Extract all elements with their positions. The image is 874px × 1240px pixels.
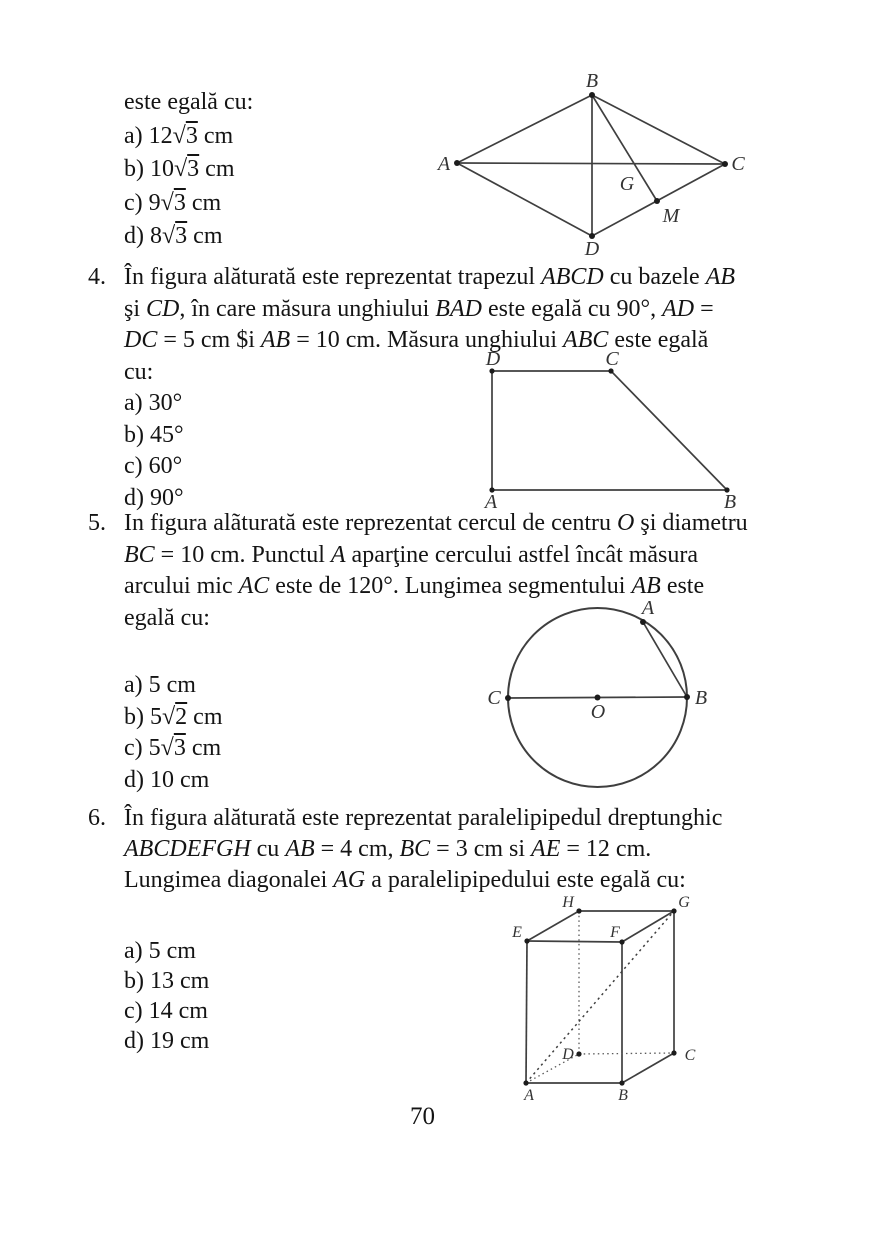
answer-option-d: d) 8√3 cm <box>124 223 223 249</box>
question-number: 6. <box>88 805 106 831</box>
answer-option-c: c) 60° <box>124 453 183 479</box>
question-stem-tail: este egală cu: <box>124 89 254 115</box>
point-label-b: B <box>694 687 708 709</box>
trapezoid-edges <box>492 371 727 490</box>
circle-point-dots <box>505 619 690 701</box>
vertex-label-d: D <box>485 352 501 370</box>
vertex-label-c: C <box>684 1047 696 1064</box>
point-label-o: O <box>590 701 606 723</box>
trapezoid-vertex-dots <box>489 368 729 492</box>
answer-option-c: c) 9√3 cm <box>124 189 222 216</box>
answer-option-d: d) 90° <box>124 484 184 511</box>
vertex-label-g: G <box>619 173 635 195</box>
vertex-label-b: B <box>585 70 599 92</box>
page-number: 70 <box>410 1103 435 1130</box>
answer-option-b: b) 5√2 cm <box>124 703 223 730</box>
question-number: 5. <box>88 510 106 536</box>
vertex-label-b: B <box>618 1087 628 1104</box>
question-number: 4. <box>88 264 106 290</box>
vertex-label-a: A <box>524 1087 534 1104</box>
vertex-label-a: A <box>437 153 451 175</box>
vertex-label-e: E <box>512 924 522 941</box>
answer-option-c: c) 5√3 cm <box>124 735 222 761</box>
answer-option-d: d) 19 cm <box>124 1028 210 1054</box>
kite-vertex-dots <box>454 92 728 239</box>
answer-option-b: b) 13 cm <box>124 968 210 994</box>
box-diagonal-ag <box>526 911 674 1083</box>
answer-option-b: b) 45° <box>124 421 184 448</box>
answer-option-a: a) 30° <box>124 390 183 416</box>
vertex-label-m: M <box>662 205 680 227</box>
answer-options <box>124 936 828 1056</box>
answer-option-a: a) 5 cm <box>124 938 196 964</box>
box-vertex-dots <box>523 908 676 1085</box>
answer-option-d: d) 10 cm <box>124 766 210 793</box>
question-stem: În figura alăturată este reprezentat trapezul ABCD cu bazele AB şi CD, în care măsura unghiului BAD este egală cu 90°, AD = DC = 5 cm $i AB = 10 cm. Măsura unghiului ABC este egală cu: <box>124 264 736 385</box>
vertex-label-c: C <box>605 352 619 370</box>
answer-option-b: b) 10√3 cm <box>124 156 235 182</box>
point-label-a: A <box>641 597 655 619</box>
question-6 <box>88 803 828 1056</box>
figure-kite-rhombus <box>420 63 770 268</box>
vertex-label-f: F <box>610 924 620 941</box>
question-stem: În figura alăturată este reprezentat paralelipipedul dreptunghic ABCDEFGH cu AB = 4 cm, BC = 3 cm si AE = 12 cm. Lungimea diagonalei AG a paralelipipedului este egală cu: <box>124 805 723 893</box>
vertex-label-g: G <box>678 894 690 911</box>
answer-option-c: c) 14 cm <box>124 998 208 1024</box>
vertex-label-b: B <box>723 491 737 513</box>
figure-trapezoid <box>465 352 765 514</box>
answer-option-a: a) 12√3 cm <box>124 122 234 149</box>
answer-options <box>124 120 253 254</box>
kite-edges <box>457 95 725 236</box>
vertex-label-d: D <box>584 238 600 260</box>
point-label-c: C <box>487 687 501 709</box>
vertex-label-a: A <box>484 491 498 513</box>
figure-parallelepiped <box>498 893 708 1113</box>
figure-circle <box>470 596 730 801</box>
question-3-options-block <box>124 86 253 254</box>
question-stem: In figura alãturată este reprezentat cercul de centru O şi diametru BC = 10 cm. Punctul A aparţine cercului astfel încât măsura arcului mic AC este de 120°. Lungimea segmentului AB este egală cu: <box>124 510 748 631</box>
vertex-label-d: D <box>562 1046 574 1063</box>
answer-option-a: a) 5 cm <box>124 672 196 698</box>
vertex-label-c: C <box>731 153 745 175</box>
vertex-label-h: H <box>562 894 574 911</box>
